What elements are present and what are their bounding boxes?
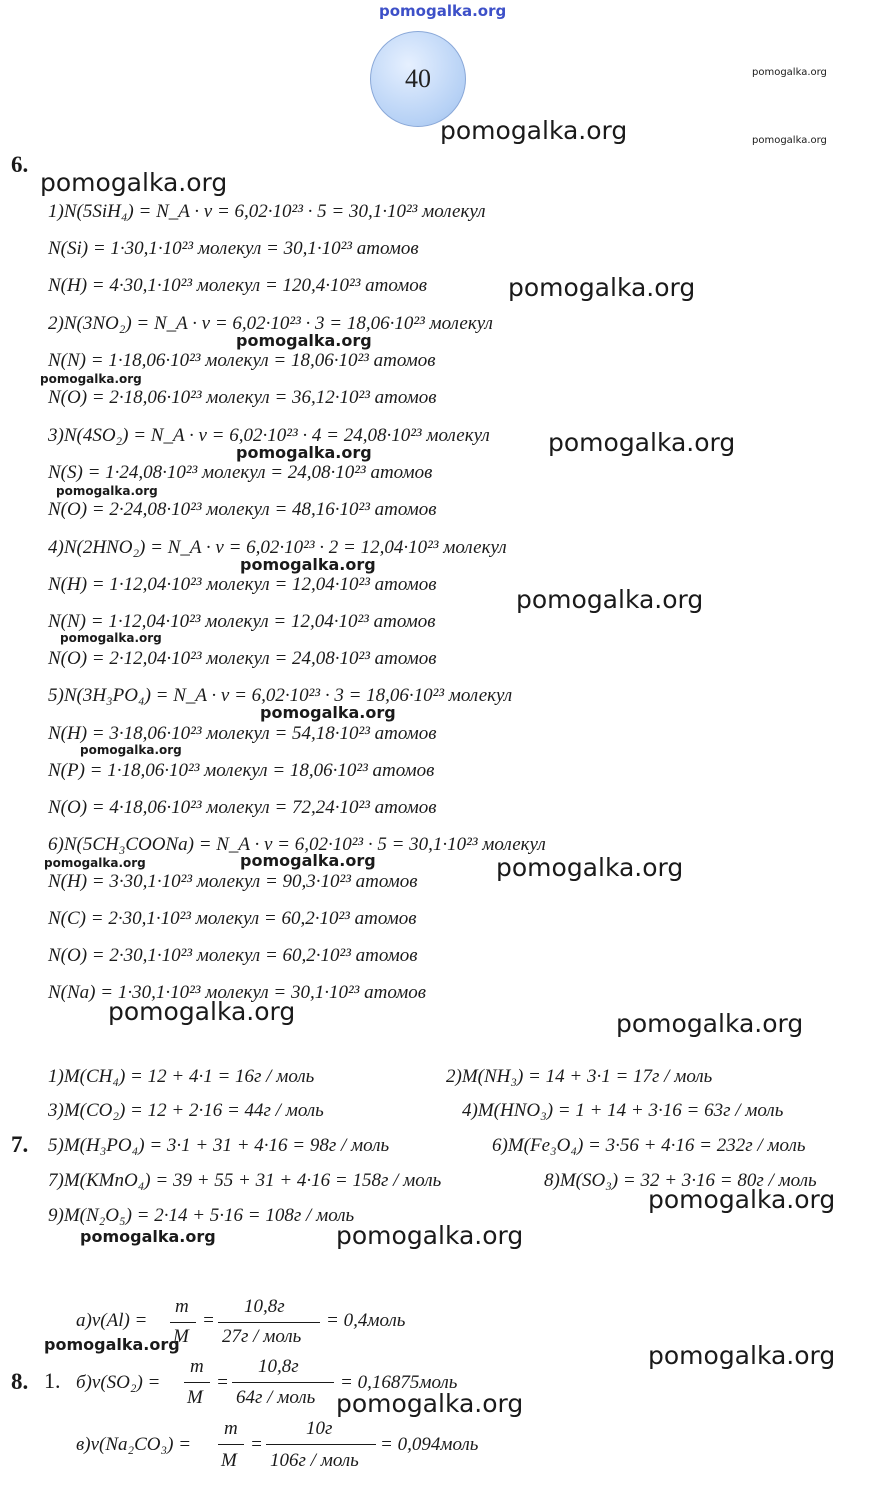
task6-line: N(H) = 4·30,1·10²³ молекул = 120,4·10²³ атомов [48,275,428,296]
task-7-number: 7. [11,1132,29,1157]
watermark: pomogalka.org [80,743,182,757]
watermark: pomogalka.org [60,631,162,645]
task6-line: N(O) = 2·18,06·10²³ молекул = 36,12·10²³ атомов [48,387,437,408]
watermark: pomogalka.org [548,428,736,457]
task6-line: N(N) = 1·12,04·10²³ молекул = 12,04·10²³ атомов [48,611,436,632]
task7-item: 1)M(CH₄) = 12 + 4·1 = 16г / моль [48,1066,315,1087]
watermark: pomogalka.org [44,856,146,870]
site-link[interactable]: pomogalka.org [379,2,507,20]
watermark: pomogalka.org [516,585,704,614]
task6-line: N(O) = 2·24,08·10²³ молекул = 48,16·10²³ атомов [48,499,437,520]
fraction-numerator: 10,8г [258,1356,299,1377]
formula-result: = 0,094моль [380,1434,479,1455]
watermark: pomogalka.org [648,1341,836,1370]
fraction-numerator: 10г [306,1418,333,1439]
watermark: pomogalka.org [44,1335,180,1354]
fraction-denominator: 27г / моль [222,1326,302,1347]
task6-line: 6)N(5CH₃COONa) = N_A · ν = 6,02·10²³ · 5 = 30,1·10²³ молекул [48,834,546,855]
watermark: pomogalka.org [616,1009,804,1038]
fraction-denominator: 106г / моль [270,1450,359,1471]
task7-item: 2)M(NH₃) = 14 + 3·1 = 17г / моль [446,1066,713,1087]
watermark: pomogalka.org [240,555,376,574]
fraction-denominator: 64г / моль [236,1387,316,1408]
page-number-badge [370,31,466,127]
formula-eq: = [216,1372,229,1393]
formula-lhs: а)ν(Al) = [76,1310,148,1331]
watermark: pomogalka.org [40,168,228,197]
task7-item: 5)M(H₃PO₄) = 3·1 + 31 + 4·16 = 98г / моль [48,1135,390,1156]
fraction-numerator: m [224,1418,238,1439]
fraction-denominator: M [187,1387,203,1408]
task6-line: N(O) = 4·18,06·10²³ молекул = 72,24·10²³ атомов [48,797,437,818]
page-number: 40 [405,64,431,93]
task6-line: N(Si) = 1·30,1·10²³ молекул = 30,1·10²³ атомов [48,238,419,259]
watermark: pomogalka.org [752,135,827,146]
task7-item: 6)M(Fe₃O₄) = 3·56 + 4·16 = 232г / моль [492,1135,806,1156]
watermark: pomogalka.org [80,1227,216,1246]
task6-line: N(H) = 1·12,04·10²³ молекул = 12,04·10²³ атомов [48,574,437,595]
formula-result: = 0,4моль [326,1310,406,1331]
watermark: pomogalka.org [648,1185,836,1214]
watermark: pomogalka.org [336,1389,524,1418]
task6-line: N(H) = 3·18,06·10²³ молекул = 54,18·10²³ атомов [48,723,437,744]
watermark: pomogalka.org [752,67,827,78]
task7-item: 9)M(N₂O₅) = 2·14 + 5·16 = 108г / моль [48,1205,355,1226]
task7-item: 4)M(HNO₃) = 1 + 14 + 3·16 = 63г / моль [462,1100,784,1121]
formula-lhs: б)ν(SO₂) = [76,1372,161,1393]
formula-result: = 0,16875моль [340,1372,458,1393]
fraction-numerator: 10,8г [244,1296,285,1317]
watermark: pomogalka.org [508,273,696,302]
watermark: pomogalka.org [336,1221,524,1250]
task6-line: 3)N(4SO₂) = N_A · ν = 6,02·10²³ · 4 = 24,08·10²³ молекул [48,425,490,446]
formula-eq: = [202,1310,215,1331]
task-6-number: 6. [11,152,29,177]
watermark: pomogalka.org [496,853,684,882]
fraction-bar [184,1382,210,1383]
fraction-denominator: M [173,1326,189,1347]
task6-line: N(S) = 1·24,08·10²³ молекул = 24,08·10²³ атомов [48,462,433,483]
formula-eq: = [250,1434,263,1455]
watermark: pomogalka.org [236,443,372,462]
task6-line: 5)N(3H₃PO₄) = N_A · ν = 6,02·10²³ · 3 = 18,06·10²³ молекул [48,685,513,706]
task6-line: N(N) = 1·18,06·10²³ молекул = 18,06·10²³ атомов [48,350,436,371]
task-8-number: 8. [11,1369,29,1394]
watermark: pomogalka.org [440,116,628,145]
watermark: pomogalka.org [40,372,142,386]
watermark: pomogalka.org [240,851,376,870]
task7-item: 3)M(CO₂) = 12 + 2·16 = 44г / моль [48,1100,324,1121]
watermark: pomogalka.org [260,703,396,722]
fraction-bar [170,1322,196,1323]
fraction-bar [218,1322,320,1323]
task6-line: 4)N(2HNO₂) = N_A · ν = 6,02·10²³ · 2 = 12,04·10²³ молекул [48,537,507,558]
task6-line: N(C) = 2·30,1·10²³ молекул = 60,2·10²³ атомов [48,908,417,929]
task6-line: N(O) = 2·12,04·10²³ молекул = 24,08·10²³ атомов [48,648,437,669]
watermark: pomogalka.org [108,997,296,1026]
task6-line: N(Na) = 1·30,1·10²³ молекул = 30,1·10²³ атомов [48,982,426,1003]
task6-line: 2)N(3NO₂) = N_A · ν = 6,02·10²³ · 3 = 18,06·10²³ молекул [48,313,493,334]
task7-item: 8)M(SO₃) = 32 + 3·16 = 80г / моль [544,1170,817,1191]
fraction-bar [266,1444,376,1445]
fraction-numerator: m [175,1296,189,1317]
fraction-numerator: m [190,1356,204,1377]
task8-sub-number: 1. [44,1368,61,1393]
fraction-bar [232,1382,334,1383]
formula-lhs: в)ν(Na₂CO₃) = [76,1434,192,1455]
fraction-bar [218,1444,244,1445]
fraction-denominator: M [221,1450,237,1471]
task7-item: 7)M(KMnO₄) = 39 + 55 + 31 + 4·16 = 158г / моль [48,1170,442,1191]
task6-line: 1)N(5SiH₄) = N_A · ν = 6,02·10²³ · 5 = 30,1·10²³ молекул [48,201,486,222]
watermark: pomogalka.org [236,331,372,350]
watermark: pomogalka.org [56,484,158,498]
task6-line: N(O) = 2·30,1·10²³ молекул = 60,2·10²³ атомов [48,945,418,966]
task6-line: N(H) = 3·30,1·10²³ молекул = 90,3·10²³ атомов [48,871,418,892]
task6-line: N(P) = 1·18,06·10²³ молекул = 18,06·10²³ атомов [48,760,435,781]
